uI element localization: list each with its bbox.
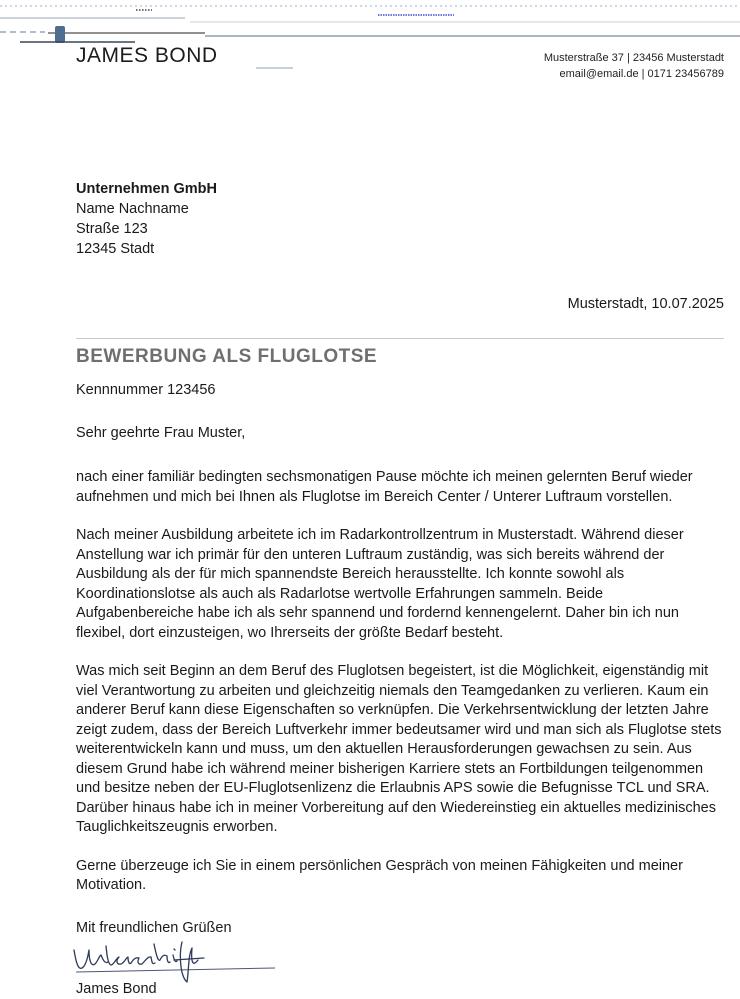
sender-contact (544, 50, 724, 82)
body-paragraph: Was mich seit Beginn an dem Beruf des Fluglotsen begeistert, ist die Möglichkeit, eigenständig mit viel Verantwortung zu arbeiten und gleichzeitig niemals den Teamgedanken zu verlieren. Kaum ein anderer Beruf kann diese Eigenschaften so verknüpfen. Die Verkehrsentwicklung der letzten Jahre zeigt zudem, dass der Bereich Luftverkehr immer bedeutsamer wird und man sich als Fluglotse stets weiterentwickeln kann und muss, um den aktuellen Herausforderungen gewachsen zu sein. Aus diesem Grund habe ich während meiner bisherigen Karriere stets an Fortbildungen teilgenommen und besitze neben der EU-Fluglotsenlizenz die Erlaubnis APS sowie die Befugnisse TCL und SRA. Darüber hinaus habe ich in meiner Vorbereitung auf den Wiedereinstieg ein aktuelles medizinisches Tauglichkeitszeugnis erworben. (76, 663, 722, 835)
sender-address: Musterstraße 37 | 23456 Musterstadt (543, 52, 724, 64)
signer-name: James Bond (76, 981, 157, 997)
salutation: Sehr geehrte Frau Muster, (76, 425, 246, 441)
letter-subject: BEWERBUNG ALS FLUGLOTSE (76, 346, 378, 367)
body-paragraph: nach einer familiär bedingten sechsmonatigen Pause möchte ich meinen gelernten Beruf wieder aufnehmen und mich bei Ihnen als Fluglotse im Bereich Center / Unterer Luftraum vorstellen. (76, 469, 693, 505)
recipient-address (76, 179, 217, 259)
sender-name: JAMES BOND (76, 44, 218, 67)
reference-number: Kennnummer 123456 (76, 382, 216, 398)
sender-email-phone: email@email.de | 0171 23456789 (559, 68, 724, 80)
recipient-city: 12345 Stadt (76, 241, 155, 257)
divider (76, 338, 724, 339)
letter-date: Musterstadt, 10.07.2025 (567, 296, 724, 312)
recipient-person: Name Nachname (76, 201, 189, 217)
handwritten-signature (70, 936, 280, 986)
recipient-company: Unternehmen GmbH (76, 181, 217, 197)
letter-body (76, 468, 724, 915)
closing: Mit freundlichen Grüßen (76, 920, 232, 936)
recipient-street: Straße 123 (76, 221, 148, 237)
body-paragraph: Gerne überzeuge ich Sie in einem persönlichen Gespräch von meinen Fähigkeiten und meiner Motivation. (76, 857, 683, 893)
body-paragraph: Nach meiner Ausbildung arbeitete ich im Radarkontrollzentrum in Musterstadt. Während dieser Anstellung war ich primär für den unteren Luftraum zuständig, was sich bereits während der Ausbildung als der für mich spannendste Bereich herausstellte. Ich konnte sowohl als Koordinationslotse als auch als Radarlotse wertvolle Erfahrungen sammeln. Beide Aufgabenbereiche habe ich als sehr spannend und fordernd kennengelernt. Daher bin ich nun flexibel, dort einzusteigen, wo Ihrerseits der größte Bedarf besteht. (76, 527, 684, 641)
